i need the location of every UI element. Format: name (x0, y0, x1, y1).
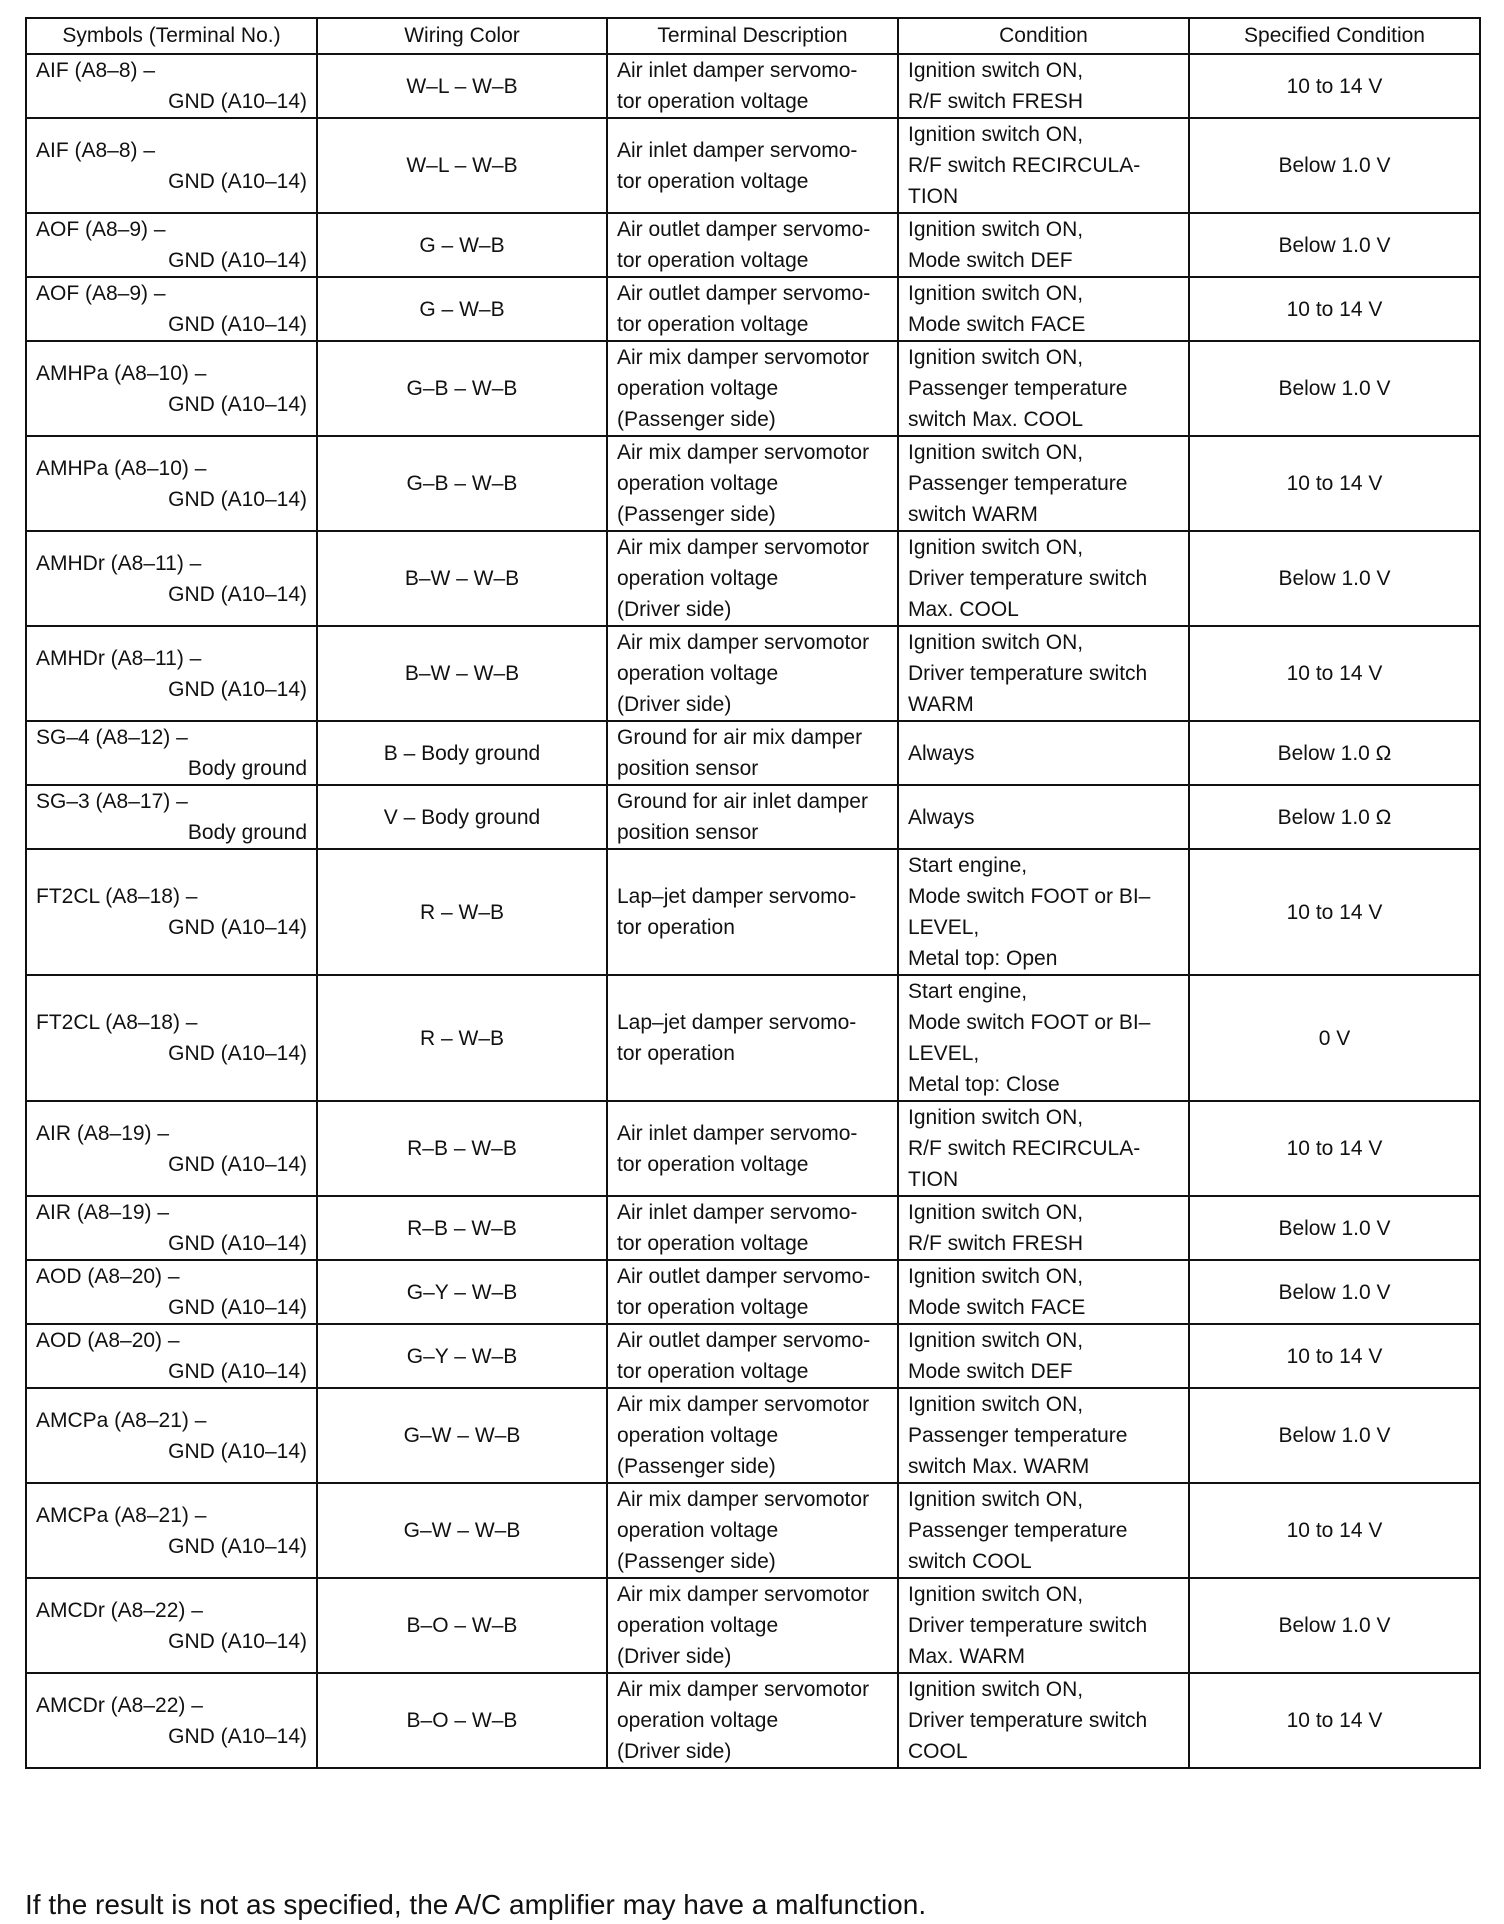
symbol-ground-terminal: GND (A10–14) (168, 1724, 307, 1748)
table-body (26, 54, 1480, 1768)
cell-wiring-color: R–B – W–B (317, 1101, 607, 1196)
cell-condition: Ignition switch ON, Driver temperature switch Max. COOL (898, 531, 1189, 626)
cell-symbol (26, 213, 317, 277)
symbol-ground-terminal: GND (A10–14) (168, 1152, 307, 1176)
symbol-ground-terminal: GND (A10–14) (168, 1296, 307, 1319)
symbol-terminal: AMCPa (A8–21) – (36, 1503, 207, 1527)
cell-specified-condition: 10 to 14 V (1189, 277, 1480, 341)
table-row (26, 213, 1480, 277)
cell-specified-condition: 10 to 14 V (1189, 626, 1480, 721)
symbol-ground-terminal: GND (A10–14) (168, 1042, 307, 1065)
cell-wiring-color: B–O – W–B (317, 1673, 607, 1768)
cell-condition: Ignition switch ON, R/F switch FRESH (898, 54, 1189, 118)
cell-specified-condition: Below 1.0 Ω (1189, 721, 1480, 785)
symbol-terminal: AMCDr (A8–22) – (36, 1598, 203, 1622)
cell-terminal-description: Air inlet damper servomo- tor operation voltage (607, 54, 898, 118)
cell-condition: Ignition switch ON, R/F switch RECIRCULA- TION (898, 1101, 1189, 1196)
table-row (26, 54, 1480, 118)
cell-specified-condition: 0 V (1189, 975, 1480, 1101)
symbol-ground-terminal: GND (A10–14) (168, 313, 307, 336)
symbol-ground-terminal: GND (A10–14) (168, 487, 307, 511)
cell-condition: Ignition switch ON, Mode switch DEF (898, 1324, 1189, 1388)
table-row (26, 1101, 1480, 1196)
cell-symbol (26, 436, 317, 531)
cell-condition: Ignition switch ON, R/F switch FRESH (898, 1196, 1189, 1260)
cell-terminal-description: Air mix damper servomotor operation voltage (Driver side) (607, 1673, 898, 1768)
cell-specified-condition: Below 1.0 V (1189, 1196, 1480, 1260)
cell-terminal-description: Lap–jet damper servomo- tor operation (607, 849, 898, 975)
header-wiring-color: Wiring Color (317, 18, 607, 54)
symbol-ground-terminal: Body ground (187, 757, 307, 780)
symbol-terminal: AIR (A8–19) – (36, 1201, 170, 1224)
cell-terminal-description: Air mix damper servomotor operation voltage (Passenger side) (607, 341, 898, 436)
cell-condition: Ignition switch ON, Passenger temperature switch Max. WARM (898, 1388, 1189, 1483)
cell-specified-condition: Below 1.0 Ω (1189, 785, 1480, 849)
cell-specified-condition: Below 1.0 V (1189, 118, 1480, 213)
cell-terminal-description: Air mix damper servomotor operation voltage (Passenger side) (607, 1388, 898, 1483)
cell-terminal-description: Air outlet damper servomo- tor operation voltage (607, 213, 898, 277)
table-row (26, 721, 1480, 785)
symbol-terminal: AOF (A8–9) – (36, 218, 166, 241)
cell-wiring-color: B – Body ground (317, 721, 607, 785)
cell-wiring-color: R – W–B (317, 975, 607, 1101)
header-terminal-description: Terminal Description (607, 18, 898, 54)
cell-terminal-description: Lap–jet damper servomo- tor operation (607, 975, 898, 1101)
table-row (26, 1260, 1480, 1324)
malfunction-note: If the result is not as specified, the A/C amplifier may have a malfunction. (25, 1889, 927, 1920)
symbol-terminal: AOF (A8–9) – (36, 282, 166, 305)
symbol-ground-terminal: GND (A10–14) (168, 1360, 307, 1383)
cell-condition: Ignition switch ON, Passenger temperature switch COOL (898, 1483, 1189, 1578)
cell-specified-condition: 10 to 14 V (1189, 1673, 1480, 1768)
cell-specified-condition: Below 1.0 V (1189, 1260, 1480, 1324)
cell-wiring-color: R – W–B (317, 849, 607, 975)
cell-wiring-color: B–W – W–B (317, 531, 607, 626)
cell-specified-condition: 10 to 14 V (1189, 436, 1480, 531)
symbol-ground-terminal: GND (A10–14) (168, 90, 307, 113)
terminal-inspection-sheet (25, 17, 1479, 1769)
symbol-terminal: SG–4 (A8–12) – (36, 726, 188, 749)
cell-wiring-color: G – W–B (317, 213, 607, 277)
cell-wiring-color: G–B – W–B (317, 436, 607, 531)
terminal-spec-table (25, 17, 1481, 1769)
cell-specified-condition: Below 1.0 V (1189, 1578, 1480, 1673)
header-condition: Condition (898, 18, 1189, 54)
symbol-terminal: FT2CL (A8–18) – (36, 885, 198, 908)
symbol-terminal: AIR (A8–19) – (36, 1121, 170, 1145)
cell-wiring-color: G–W – W–B (317, 1388, 607, 1483)
header-row (26, 18, 1480, 54)
table-row (26, 1196, 1480, 1260)
cell-condition: Ignition switch ON, Mode switch FACE (898, 1260, 1189, 1324)
cell-terminal-description: Ground for air inlet damper position sensor (607, 785, 898, 849)
cell-condition: Start engine, Mode switch FOOT or BI– LEVEL, Metal top: Open (898, 849, 1189, 975)
table-row (26, 436, 1480, 531)
cell-condition: Always (898, 785, 1189, 849)
cell-condition: Ignition switch ON, Mode switch FACE (898, 277, 1189, 341)
cell-terminal-description: Air mix damper servomotor operation voltage (Passenger side) (607, 436, 898, 531)
cell-symbol (26, 341, 317, 436)
cell-terminal-description: Air inlet damper servomo- tor operation voltage (607, 1101, 898, 1196)
table-row (26, 118, 1480, 213)
symbol-terminal: AIF (A8–8) – (36, 59, 156, 82)
symbol-ground-terminal: Body ground (187, 821, 307, 844)
cell-wiring-color: W–L – W–B (317, 118, 607, 213)
table-row (26, 1388, 1480, 1483)
cell-symbol (26, 1388, 317, 1483)
symbol-ground-terminal: GND (A10–14) (168, 1629, 307, 1653)
table-row (26, 531, 1480, 626)
cell-specified-condition: Below 1.0 V (1189, 531, 1480, 626)
header-specified-condition: Specified Condition (1189, 18, 1480, 54)
symbol-terminal: AOD (A8–20) – (36, 1265, 180, 1288)
cell-symbol (26, 1101, 317, 1196)
cell-wiring-color: V – Body ground (317, 785, 607, 849)
table-row (26, 1673, 1480, 1768)
symbol-ground-terminal: GND (A10–14) (168, 582, 307, 606)
cell-specified-condition: 10 to 14 V (1189, 1483, 1480, 1578)
table-row (26, 975, 1480, 1101)
cell-specified-condition: Below 1.0 V (1189, 213, 1480, 277)
cell-condition: Ignition switch ON, Passenger temperature switch WARM (898, 436, 1189, 531)
symbol-ground-terminal: GND (A10–14) (168, 916, 307, 939)
table-row (26, 1324, 1480, 1388)
cell-terminal-description: Air mix damper servomotor operation voltage (Passenger side) (607, 1483, 898, 1578)
cell-terminal-description: Air mix damper servomotor operation voltage (Driver side) (607, 531, 898, 626)
cell-terminal-description: Air inlet damper servomo- tor operation voltage (607, 1196, 898, 1260)
symbol-ground-terminal: GND (A10–14) (168, 1439, 307, 1463)
table-row (26, 785, 1480, 849)
cell-condition: Ignition switch ON, Passenger temperature switch Max. COOL (898, 341, 1189, 436)
cell-wiring-color: G – W–B (317, 277, 607, 341)
cell-symbol (26, 118, 317, 213)
cell-wiring-color: B–W – W–B (317, 626, 607, 721)
cell-specified-condition: 10 to 14 V (1189, 849, 1480, 975)
table-row (26, 341, 1480, 436)
symbol-terminal: FT2CL (A8–18) – (36, 1011, 198, 1034)
header-symbols: Symbols (Terminal No.) (26, 18, 317, 54)
cell-terminal-description: Ground for air mix damper position sensor (607, 721, 898, 785)
cell-condition: Ignition switch ON, Driver temperature switch WARM (898, 626, 1189, 721)
symbol-terminal: AMCPa (A8–21) – (36, 1408, 207, 1432)
cell-symbol (26, 849, 317, 975)
cell-symbol (26, 975, 317, 1101)
symbol-terminal: AOD (A8–20) – (36, 1329, 180, 1352)
cell-condition: Ignition switch ON, Mode switch DEF (898, 213, 1189, 277)
cell-specified-condition: Below 1.0 V (1189, 341, 1480, 436)
cell-terminal-description: Air outlet damper servomo- tor operation voltage (607, 277, 898, 341)
cell-terminal-description: Air outlet damper servomo- tor operation voltage (607, 1260, 898, 1324)
symbol-terminal: AMHDr (A8–11) – (36, 551, 202, 575)
cell-symbol (26, 54, 317, 118)
symbol-terminal: AMHDr (A8–11) – (36, 646, 202, 670)
cell-symbol (26, 1673, 317, 1768)
cell-symbol (26, 1196, 317, 1260)
cell-symbol (26, 1483, 317, 1578)
cell-terminal-description: Air inlet damper servomo- tor operation voltage (607, 118, 898, 213)
cell-specified-condition: 10 to 14 V (1189, 54, 1480, 118)
cell-condition: Start engine, Mode switch FOOT or BI– LEVEL, Metal top: Close (898, 975, 1189, 1101)
cell-symbol (26, 626, 317, 721)
cell-terminal-description: Air outlet damper servomo- tor operation voltage (607, 1324, 898, 1388)
cell-symbol (26, 277, 317, 341)
symbol-terminal: AMHPa (A8–10) – (36, 456, 207, 480)
symbol-terminal: SG–3 (A8–17) – (36, 790, 188, 813)
symbol-ground-terminal: GND (A10–14) (168, 392, 307, 416)
cell-condition: Ignition switch ON, Driver temperature switch Max. WARM (898, 1578, 1189, 1673)
cell-symbol (26, 1578, 317, 1673)
cell-specified-condition: 10 to 14 V (1189, 1101, 1480, 1196)
cell-condition: Ignition switch ON, R/F switch RECIRCULA- TION (898, 118, 1189, 213)
cell-wiring-color: W–L – W–B (317, 54, 607, 118)
cell-symbol (26, 1260, 317, 1324)
cell-wiring-color: B–O – W–B (317, 1578, 607, 1673)
cell-symbol (26, 785, 317, 849)
cell-symbol (26, 721, 317, 785)
cell-specified-condition: Below 1.0 V (1189, 1388, 1480, 1483)
table-row (26, 277, 1480, 341)
cell-wiring-color: R–B – W–B (317, 1196, 607, 1260)
table-row (26, 1578, 1480, 1673)
cell-specified-condition: 10 to 14 V (1189, 1324, 1480, 1388)
cell-symbol (26, 531, 317, 626)
cell-wiring-color: G–Y – W–B (317, 1324, 607, 1388)
cell-wiring-color: G–W – W–B (317, 1483, 607, 1578)
cell-wiring-color: G–B – W–B (317, 341, 607, 436)
cell-condition: Ignition switch ON, Driver temperature switch COOL (898, 1673, 1189, 1768)
symbol-ground-terminal: GND (A10–14) (168, 1232, 307, 1255)
table-row (26, 1483, 1480, 1578)
table-row (26, 849, 1480, 975)
symbol-terminal: AMCDr (A8–22) – (36, 1693, 203, 1717)
symbol-ground-terminal: GND (A10–14) (168, 249, 307, 272)
cell-condition: Always (898, 721, 1189, 785)
table-row (26, 626, 1480, 721)
cell-terminal-description: Air mix damper servomotor operation voltage (Driver side) (607, 1578, 898, 1673)
symbol-ground-terminal: GND (A10–14) (168, 677, 307, 701)
symbol-terminal: AMHPa (A8–10) – (36, 361, 207, 385)
symbol-ground-terminal: GND (A10–14) (168, 1534, 307, 1558)
cell-terminal-description: Air mix damper servomotor operation voltage (Driver side) (607, 626, 898, 721)
cell-symbol (26, 1324, 317, 1388)
symbol-terminal: AIF (A8–8) – (36, 138, 156, 162)
table-header (26, 18, 1480, 54)
cell-wiring-color: G–Y – W–B (317, 1260, 607, 1324)
symbol-ground-terminal: GND (A10–14) (168, 169, 307, 193)
